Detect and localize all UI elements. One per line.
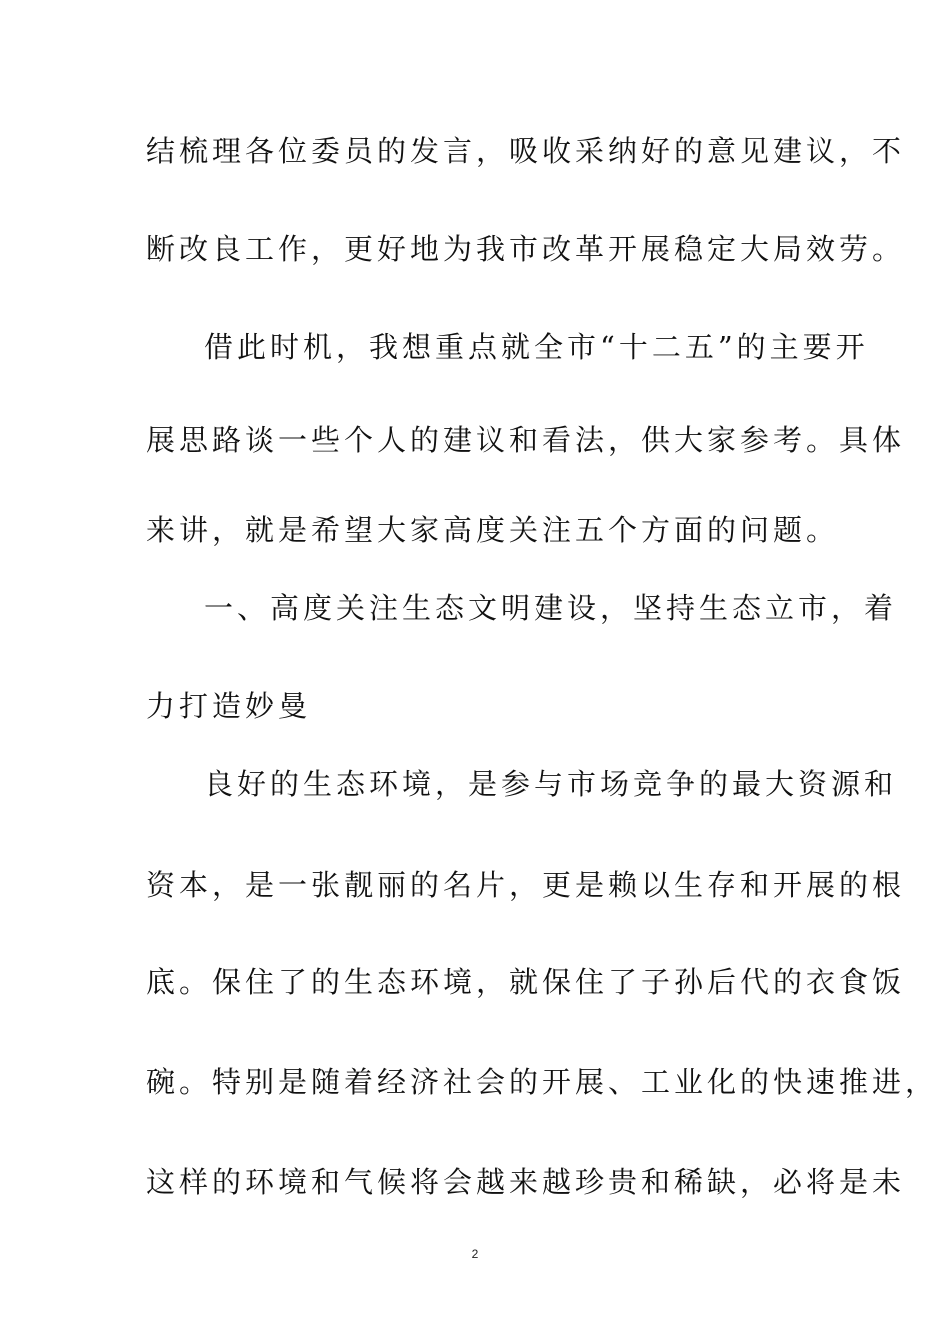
page-number: 2 <box>471 1247 479 1261</box>
text-line: 这样的环境和气候将会越来越珍贵和稀缺，必将是未 <box>146 1165 906 1199</box>
text-line: 来讲，就是希望大家高度关注五个方面的问题。 <box>146 513 840 547</box>
text-line: 展思路谈一些个人的建议和看法，供大家参考。具体 <box>146 423 906 457</box>
paragraph-first-line: 借此时机，我想重点就全市“十二五”的主要开 <box>204 330 869 364</box>
text-line: 碗。特别是随着经济社会的开展、工业化的快速推进， <box>146 1065 939 1099</box>
text-line: 资本，是一张靓丽的名片，更是赖以生存和开展的根 <box>146 868 906 902</box>
text-line: 结梳理各位委员的发言，吸收采纳好的意见建议，不 <box>146 134 906 168</box>
section-heading-line: 一、高度关注生态文明建设，坚持生态立市，着 <box>204 591 898 625</box>
section-heading-line: 力打造妙曼 <box>146 689 312 723</box>
text-line: 底。保住了的生态环境，就保住了子孙后代的衣食饭 <box>146 965 906 999</box>
paragraph-first-line: 良好的生态环境，是参与市场竞争的最大资源和 <box>204 767 898 801</box>
text-line: 断改良工作，更好地为我市改革开展稳定大局效劳。 <box>146 232 906 266</box>
